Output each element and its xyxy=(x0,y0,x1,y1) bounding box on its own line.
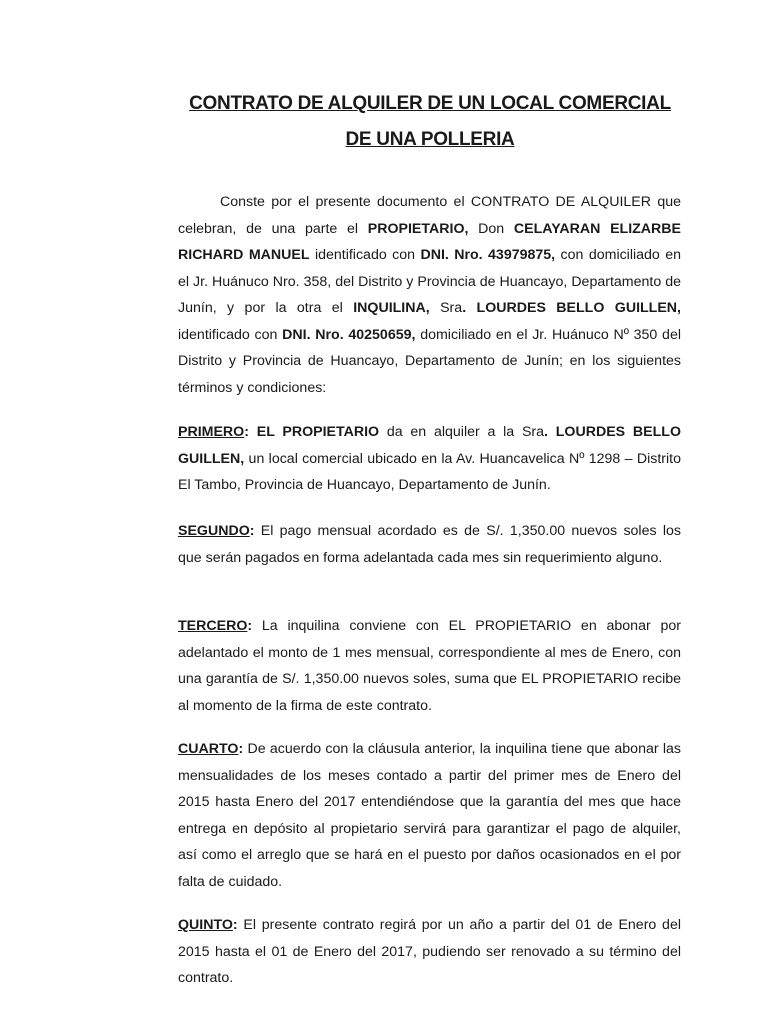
document-title-line-2: DE UNA POLLERIA xyxy=(345,129,515,150)
clause-primero xyxy=(178,419,681,499)
clause-segundo-label: SEGUNDO xyxy=(178,523,250,540)
clause-tercero-label: TERCERO xyxy=(178,618,248,635)
clause-quinto-colon: : xyxy=(232,917,238,934)
clause-tercero-colon: : xyxy=(247,618,253,635)
intro-paragraph xyxy=(178,189,681,401)
document-title-line-1: CONTRATO DE ALQUILER DE UN LOCAL COMERCIAL xyxy=(189,93,671,114)
tenant-name: . LOURDES BELLO GUILLEN, xyxy=(462,300,681,317)
clause-quinto xyxy=(178,912,681,992)
intro-text-3: identificado con xyxy=(309,247,421,264)
intro-text-2: Don xyxy=(468,220,514,237)
intro-text-1: Conste por el presente documento el CONTRATO DE ALQUILER que celebran, de una parte el xyxy=(178,194,681,237)
clause-primero-label: PRIMERO xyxy=(178,424,245,441)
intro-text-7: domiciliado en el Jr. Huánuco Nº 350 del Distrito y Provincia de Huancayo, Departamento de Junín; en los siguientes términos y condiciones: xyxy=(178,326,681,396)
clause-tercero xyxy=(178,613,681,719)
clause-primero-tenant: . LOURDES BELLO GUILLEN, xyxy=(178,424,681,467)
intro-text-6: identificado con xyxy=(178,326,283,343)
tenant-dni: DNI. Nro. 40250659, xyxy=(282,326,416,343)
owner-label: PROPIETARIO, xyxy=(367,220,469,237)
clause-tercero-text: La inquilina conviene con EL PROPIETARIO en abonar por adelantado el monto de 1 mes mensual, correspondiente al mes de Enero, con una garantía de S/. 1,350.00 nuevos soles, suma que EL PROPIETARIO recibe al momento de la firma de este contrato. xyxy=(178,618,681,714)
tenant-label: INQUILINA, xyxy=(353,300,430,317)
clause-cuarto-text: De acuerdo con la cláusula anterior, la inquilina tiene que abonar las mensualidades de los meses contado a partir del primer mes de Enero del 2015 hasta Enero del 2017 entendiéndose que la garantía del mes que hace entrega en depósito al propietario servirá para garantizar el pago de alquiler, así como el arreglo que se hará en el puesto por daños ocasionados en el por falta de cuidado. xyxy=(178,741,681,890)
clause-cuarto-colon: : xyxy=(238,741,244,758)
clause-segundo-colon: : xyxy=(249,523,255,540)
clause-quinto-text: El presente contrato regirá por un año a partir del 01 de Enero del 2015 hasta el 01 de Enero del 2017, pudiendo ser renovado a su término del contrato. xyxy=(178,917,681,987)
clause-primero-text-1: da en alquiler a la Sra xyxy=(379,424,545,441)
intro-text-5: Sra xyxy=(429,300,463,317)
owner-name: CELAYARAN ELIZARBE RICHARD MANUEL xyxy=(178,220,682,264)
clause-cuarto xyxy=(178,736,681,895)
clause-primero-colon: : xyxy=(244,424,249,441)
owner-dni: DNI. Nro. 43979875, xyxy=(420,247,556,264)
clause-quinto-label: QUINTO xyxy=(178,917,233,934)
clause-segundo xyxy=(178,518,681,571)
clause-cuarto-label: CUARTO xyxy=(178,741,239,758)
clause-segundo-text: El pago mensual acordado es de S/. 1,350.00 nuevos soles los que serán pagados en forma adelantada cada mes sin requerimiento alguno. xyxy=(178,523,681,566)
intro-text-4: con domiciliado en el Jr. Huánuco Nro. 358, del Distrito y Provincia de Huancayo, Departamento de Junín, y por la otra el xyxy=(178,247,682,317)
clause-primero-owner: EL PROPIETARIO xyxy=(256,424,380,441)
clause-primero-text-2: un local comercial ubicado en la Av. Huancavelica Nº 1298 – Distrito El Tambo, Provincia de Huancayo, Departamento de Junín. xyxy=(178,450,681,494)
